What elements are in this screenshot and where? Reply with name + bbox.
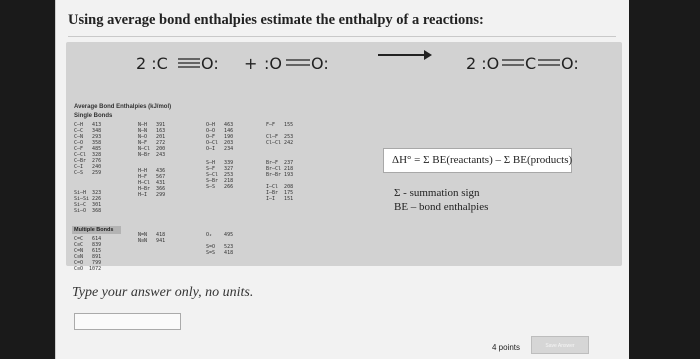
- reactant-o: O:: [201, 54, 219, 73]
- reaction-equation: [96, 54, 626, 80]
- product-o: 2 :O: [466, 54, 500, 73]
- divider: [68, 36, 616, 37]
- double-bond-icon: [286, 59, 310, 66]
- bond-col-halogen-b: Br—F 237 Br—Cl 218 Br—Br 193 I—Cl 208 I—Br 175 I—I 151: [266, 160, 294, 202]
- reactant-co: 2 :C: [136, 54, 168, 73]
- bond-col-carbon: C—H 413 C—C 348 C—N 293 C—O 358 C—F 485 C—Cl 328 C—Br 276 C—I 240 C—S 259: [74, 122, 102, 176]
- triple-bond-icon: [178, 58, 200, 68]
- bond-col-multi-nitrogen: N=N 418 N≡N 941: [138, 232, 166, 244]
- multiple-bonds-label: Multiple Bonds: [72, 226, 121, 234]
- enthalpy-equation: ΔH° = Σ BE(reactants) – Σ BE(products): [392, 154, 573, 166]
- points-label: 4 points: [492, 343, 521, 352]
- legend-bond-enthalpies: BE – bond enthalpies: [394, 201, 489, 213]
- bond-col-halogen: F—F 155 Cl—F 253 Cl—Cl 242: [266, 122, 294, 146]
- bond-col-hydrogen: H—H 436 H—F 567 H—Cl 431 H—Br 366 H—I 299: [138, 168, 166, 198]
- legend-summation: Σ - summation sign: [394, 187, 480, 199]
- enthalpy-equation-box: [383, 148, 572, 173]
- double-bond-icon: [538, 59, 560, 66]
- equation-legend: [394, 186, 488, 214]
- o2-right: O:: [311, 54, 329, 73]
- o2-left: :O: [264, 54, 282, 73]
- bond-col-nitrogen: N—H 391 N—N 163 N—O 201 N—F 272 N—Cl 200 N—Br 243: [138, 122, 166, 158]
- product-c: C: [525, 54, 537, 73]
- answer-input[interactable]: [74, 313, 181, 330]
- question-text: Using average bond enthalpies estimate the enthalpy of a reactions:: [68, 12, 484, 28]
- bond-table-title: Average Bond Enthalpies (kJ/mol): [74, 104, 172, 110]
- question-card: [55, 0, 629, 359]
- save-answer-button[interactable]: Save Answer: [531, 336, 589, 354]
- single-bonds-label: Single Bonds: [74, 113, 113, 119]
- bond-col-silicon: Si—H 323 Si—Si 226 Si—C 301 Si—O 368: [74, 190, 102, 214]
- bond-col-multi-oxygen: O₂ 495 S=O 523 S=S 418: [206, 232, 234, 256]
- product-o-right: O:: [561, 54, 579, 73]
- answer-instruction: Type your answer only, no units.: [72, 285, 254, 300]
- bond-col-multi-carbon: C=C 614 C≡C 839 C=N 615 C≡N 891 C=O 799 C≡O 1072: [74, 236, 102, 272]
- double-bond-icon: [502, 59, 524, 66]
- reaction-figure: [66, 42, 622, 272]
- bond-col-sulfur: S—H 339 S—F 327 S—Cl 253 S—Br 218 S—S 266: [206, 160, 234, 190]
- plus-sign: +: [244, 54, 258, 73]
- reaction-arrow-icon: [378, 54, 430, 56]
- bond-col-oxygen: O—H 463 O—O 146 O—F 190 O—Cl 203 O—I 234: [206, 122, 234, 152]
